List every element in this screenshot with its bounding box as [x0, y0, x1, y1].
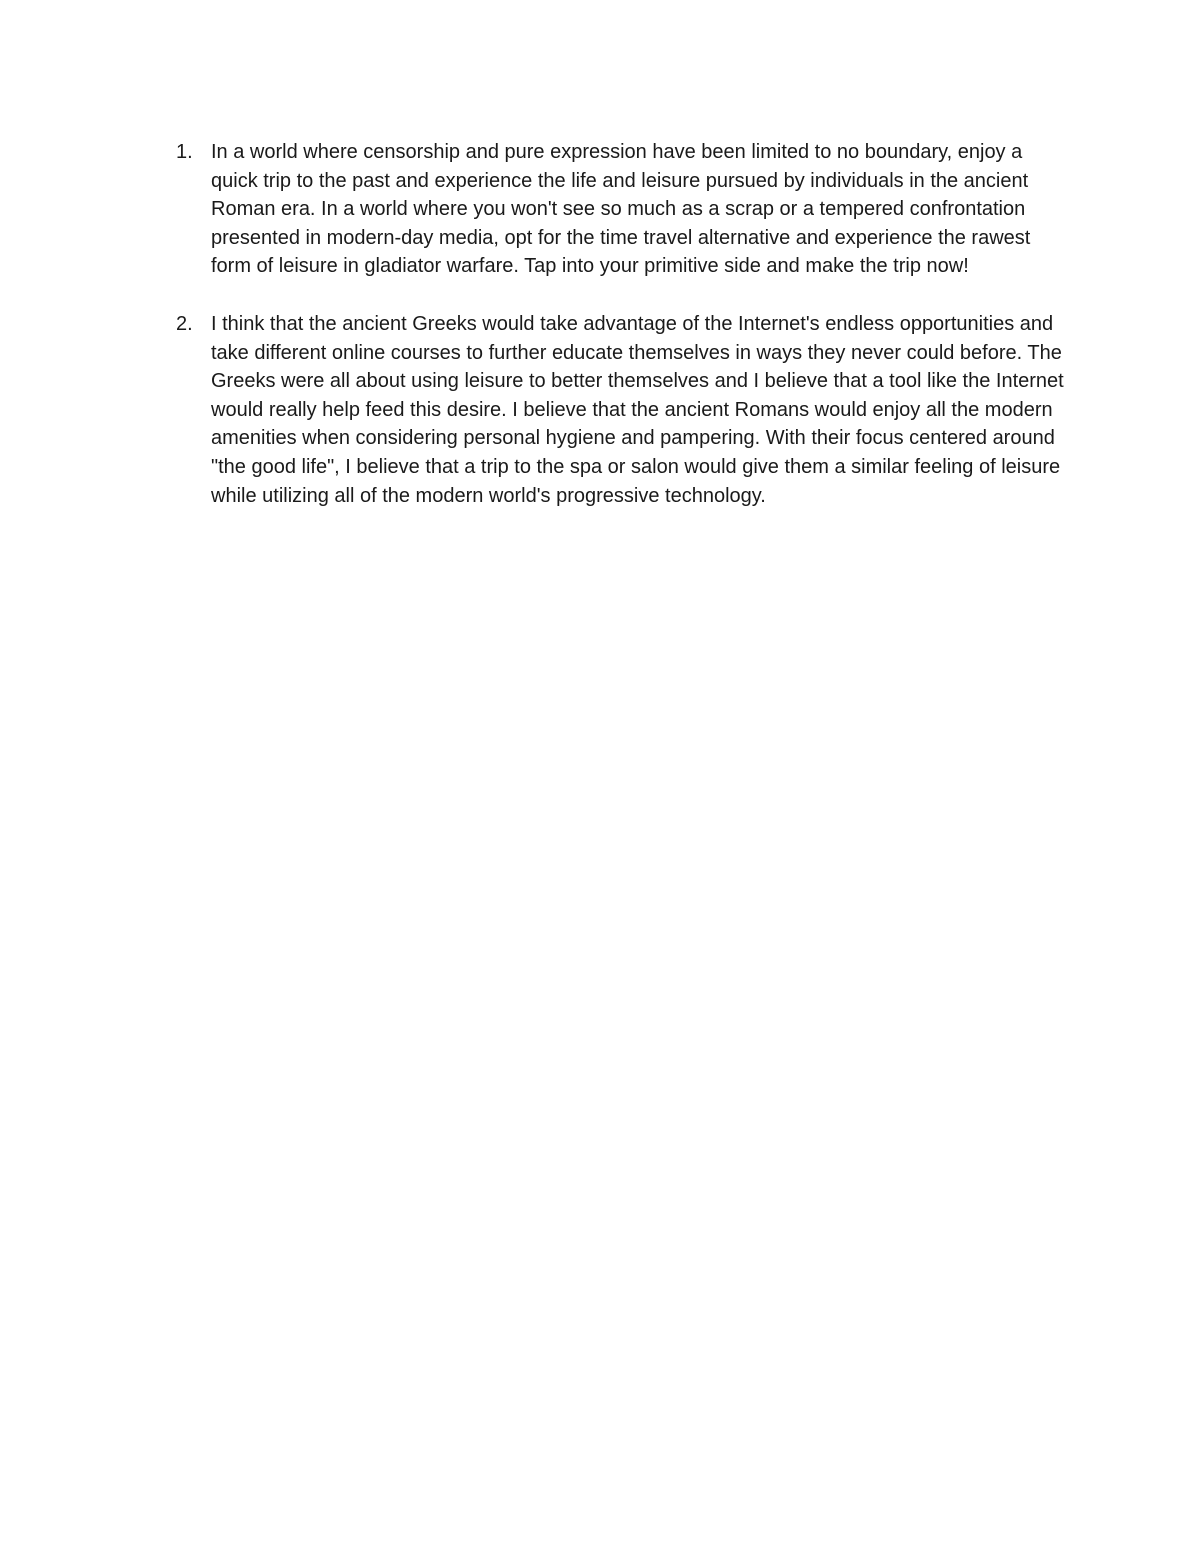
numbered-list	[168, 138, 1068, 510]
list-item-number: 1.	[176, 141, 193, 163]
list-item	[168, 138, 1068, 281]
list-item-number: 2.	[176, 312, 193, 335]
list-item-text: In a world where censorship and pure expression have been limited to no boundary, enjoy a quick trip to the past and experience the life and leisure pursued by individuals in the ancient Roman era. In a world where you won't see so much as a scrap or a tempered confrontation presented in modern-day media, opt for the time travel alternative and experience the rawest form of leisure in gladiator warfare. Tap into your primitive side and make the trip now!	[211, 141, 1031, 278]
list-item	[168, 310, 1068, 510]
list-item-text: I think that the ancient Greeks would take advantage of the Internet's endless opportunities and take different online courses to further educate themselves in ways they never could before. The Greeks were all about using leisure to better themselves and I believe that a tool like the Internet would really help feed this desire. I believe that the ancient Romans would enjoy all the modern amenities when considering personal hygiene and pampering. With their focus centered around "the good life", I believe that a trip to the spa or salon would give them a similar feeling of leisure while utilizing all of the modern world's progressive technology.	[211, 312, 1064, 507]
